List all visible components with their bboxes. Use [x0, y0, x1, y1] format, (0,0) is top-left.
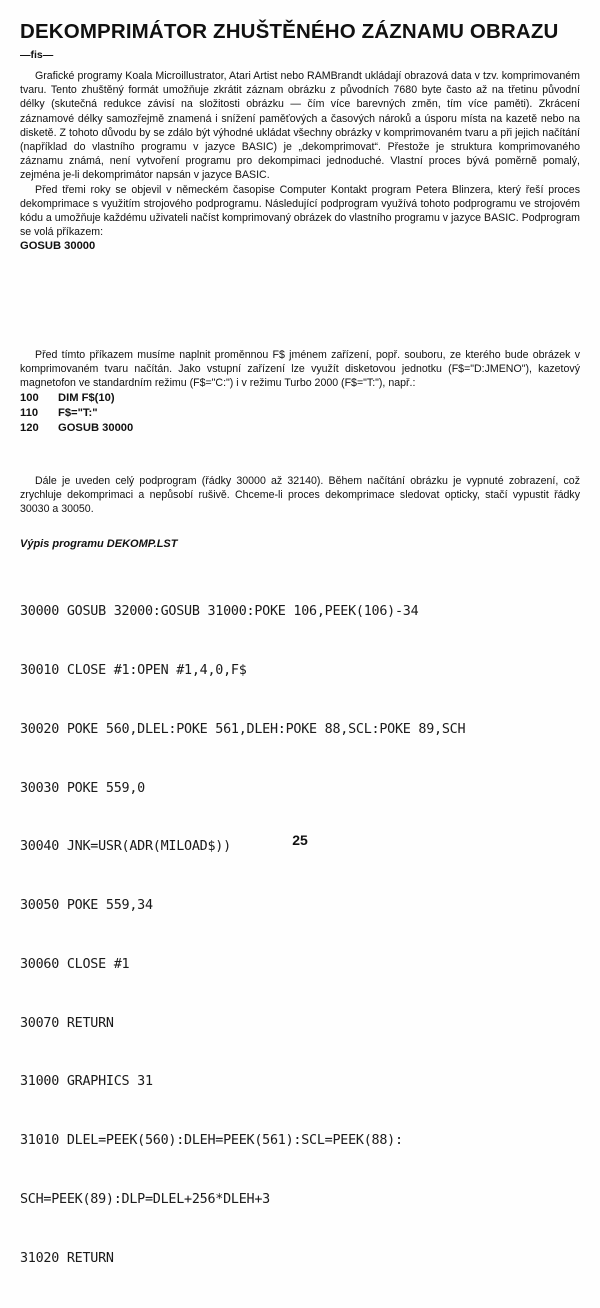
intro-section	[20, 69, 580, 254]
variable-section	[20, 348, 580, 436]
listing-line: 30050 POKE 559,34	[20, 898, 153, 914]
example-line	[20, 406, 580, 421]
listing-title: Výpis programu DEKOMP.LST	[20, 538, 178, 550]
listing-line: 30040 JNK=USR(ADR(MILOAD$))	[20, 839, 231, 855]
paragraph-4: Dále je uveden celý podprogram (řádky 30000 až 32140). Během načítání obrázku je vypnuté zobrazení, což zrychluje dekomprimaci a nepůsobí rušivě. Chceme-li proces dekomprimace sledovat opticky, stačí vypustit řádky 30030 a 30050.	[20, 475, 580, 516]
listing-line: 30070 RETURN	[20, 1015, 114, 1031]
paragraph-3: Před tímto příkazem musíme naplnit proměnnou F$ jménem zařízení, popř. souboru, ze kterého bude obrázek v komprimovaném tvaru načítán. Jako vstupní zařízení lze využít disketovou jednotku (F$="D:JMENO"), kazetový magnetofon ve standardním režimu (F$="C:") i v režimu Turbo 2000 (F$="T:"), např.:	[20, 349, 580, 390]
example-line-number: 120	[20, 421, 39, 434]
paragraph-1: Grafické programy Koala Microillustrator, Atari Artist nebo RAMBrandt ukládají obrazová data v tzv. komprimovaném tvaru. Tento zhuštěný formát umožňuje zkrátit záznam obrázku z původních 7680 byte často až na třetinu původní délky (skutečná redukce závisí na složitosti obrázku — čím více barevných změn, tím více paměti). Zkrácení záznamové délky samozřejmě znamená i snížení paměťových a časových nároků a úsporu místa na kazetě nebo na disketě. Z tohoto důvodu by se zdálo být výhodné ukládat všechny obrázky v komprimovaném tvaru a při jejich načítání (například do vlastního programu v jazyce BASIC) je „dekomprimovat“. Přestože je struktura komprimovaného záznamu známá, není vytvoření programu pro dekompimaci jednoduché. Vlastní proces bývá poměrně pomalý, zejména je-li dekomprimátor napsán v jazyce BASIC.	[20, 70, 580, 182]
example-line-code: GOSUB 30000	[58, 421, 134, 434]
listing-line: SCH=PEEK(89):DLP=DLEL+256*DLEH+3	[20, 1192, 270, 1207]
listing-line: 30030 POKE 559,0	[20, 780, 145, 796]
page-number: 25	[292, 832, 308, 848]
listing-line: 30020 POKE 560,DLEL:POKE 561,DLEH:POKE 88,SCL:POKE 89,SCH	[20, 721, 466, 737]
author-byline: —fis—	[20, 49, 54, 61]
example-line-number: 100	[20, 391, 39, 404]
example-line	[20, 391, 580, 406]
listing-line: 31010 DLEL=PEEK(560):DLEH=PEEK(561):SCL=PEEK(88):	[20, 1133, 403, 1149]
example-line-code: F$="T:"	[58, 406, 98, 419]
example-line	[20, 421, 580, 436]
listing-line: 30010 CLOSE #1:OPEN #1,4,0,F$	[20, 662, 247, 678]
example-line-code: DIM F$(10)	[58, 391, 115, 404]
listing-line: 31000 GRAPHICS 31	[20, 1074, 153, 1090]
listing-line: 30000 GOSUB 32000:GOSUB 31000:POKE 106,PEEK(106)-34	[20, 604, 419, 620]
example-line-number: 110	[20, 406, 39, 419]
program-listing	[20, 563, 585, 1308]
listing-line: 30060 CLOSE #1	[20, 956, 130, 972]
listing-line: 31020 RETURN	[20, 1250, 114, 1266]
example-code	[20, 391, 580, 436]
subprogram-section	[20, 474, 580, 517]
article-title: DEKOMPRIMÁTOR ZHUŠTĚNÉHO ZÁZNAMU OBRAZU	[20, 20, 559, 43]
gosub-call: GOSUB 30000	[20, 240, 96, 253]
paragraph-2: Před třemi roky se objevil v německém časopise Computer Kontakt program Petera Blinzera, který řeší proces dekomprimace s využitím strojového podprogramu. Následující podprogram využívá tohoto podprogramu ve strojovém kódu a umožňuje každému uživateli načíst komprimovaný obrázek do vlastního programu v jazyce BASIC. Podprogram se volá příkazem:	[20, 183, 580, 239]
